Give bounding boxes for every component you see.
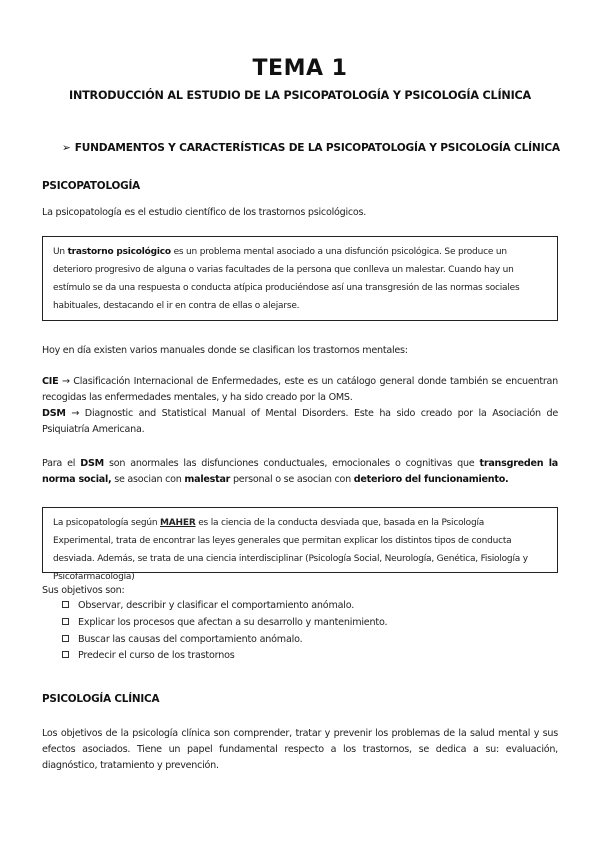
section-heading-text: FUNDAMENTOS Y CARACTERÍSTICAS DE LA PSICOPATOLOGÍA Y PSICOLOGÍA CLÍNICA [74, 142, 560, 154]
dsm-para-p3: se asocian con [111, 474, 185, 485]
box1-text: es un problema mental asociado a una disfunción psicológica. Se produce un deterioro progresivo de alguna o varias facultades de la persona que conlleva un malestar. Cuando hay un estímulo se da una respuesta o conducta atípica produciéndose así una transgresión de las normas sociales habituales, destacando el ir en contra de ellas o alejarse. [53, 247, 520, 311]
box1-pre: Un [53, 247, 68, 257]
dsm-text: Diagnostic and Statistical Manual of Mental Disorders. Este ha sido creado por la Asociación de Psiquiatría Americana. [42, 408, 558, 435]
checkbox-square-icon [62, 635, 69, 642]
definition-box-trastorno [42, 236, 558, 321]
bold-transgreden: transgreden la norma social, [42, 458, 558, 485]
dsm-para-p2: son anormales las disfunciones conductuales, emocionales o cognitivas que [103, 458, 480, 469]
dsm-para-p4: personal o se asocian con [230, 474, 354, 485]
objective-text: Buscar las causas del comportamiento anómalo. [78, 633, 303, 645]
page-subtitle: INTRODUCCIÓN AL ESTUDIO DE LA PSICOPATOLOGÍA Y PSICOLOGÍA CLÍNICA [68, 89, 531, 102]
bold-deterioro: deterioro del funcionamiento. [353, 474, 509, 485]
objectives-list [62, 598, 387, 665]
arrow-bullet-icon: ➢ [62, 142, 71, 154]
term-trastorno-psicologico: trastorno psicológico [67, 247, 171, 257]
objectives-intro: Sus objetivos son: [42, 585, 125, 596]
cie-paragraph [42, 374, 558, 406]
right-arrow-icon: → [71, 408, 80, 419]
list-item [62, 615, 387, 632]
checkbox-square-icon [62, 651, 69, 658]
dsm-paragraph [42, 406, 558, 438]
objective-text: Predecir el curso de los trastornos [78, 650, 235, 662]
list-item [62, 648, 387, 665]
list-item [62, 632, 387, 649]
right-arrow-icon: → [61, 376, 70, 387]
dsm-para-p1: Para el [42, 458, 81, 469]
definition-box-maher [42, 507, 558, 582]
checkbox-square-icon [62, 601, 69, 608]
box2-pre: La psicopatología según [53, 518, 161, 528]
section-heading [62, 142, 560, 154]
cie-label: CIE [42, 376, 59, 387]
bold-malestar: malestar [184, 474, 231, 485]
objective-text: Observar, describir y clasificar el comportamiento anómalo. [78, 600, 355, 611]
heading-psicopatologia: PSICOPATOLOGÍA [42, 180, 140, 192]
author-maher: MAHER [160, 518, 196, 528]
dsm-criteria-paragraph [42, 456, 558, 488]
intro-paragraph: La psicopatología es el estudio científico de los trastornos psicológicos. [42, 207, 367, 218]
checkbox-square-icon [62, 618, 69, 625]
page-title: TEMA 1 [252, 56, 348, 81]
dsm-label: DSM [42, 408, 66, 419]
clinical-paragraph: Los objetivos de la psicología clínica son comprender, tratar y prevenir los problemas de la salud mental y sus efectos asociados. Tiene un papel fundamental respecto a los trastornos, se dedica a su: evaluación, diagnóstico, tratamiento y prevención. [42, 728, 558, 771]
objective-text: Explicar los procesos que afectan a su desarrollo y mantenimiento. [78, 616, 388, 628]
dsm-term: DSM [80, 458, 104, 469]
cie-text: Clasificación Internacional de Enfermedades, este es un catálogo general donde también se encuentran recogidas las enfermedades mentales, y ha sido creado por la OMS. [42, 376, 558, 403]
box2-text: es la ciencia de la conducta desviada que, basada en la Psicología Experimental, trata de encontrar las leyes generales que permitan explicar los distintos tipos de conducta desviada. Además, se trata de una ciencia interdisciplinar (Psicología Social, Neurología, Genética, Fisiología y Psicofarmacología) [53, 518, 528, 582]
heading-psicologia-clinica: PSICOLOGÍA CLÍNICA [42, 693, 160, 705]
list-item [62, 598, 387, 615]
manuals-intro: Hoy en día existen varios manuales donde se clasifican los trastornos mentales: [42, 345, 408, 356]
